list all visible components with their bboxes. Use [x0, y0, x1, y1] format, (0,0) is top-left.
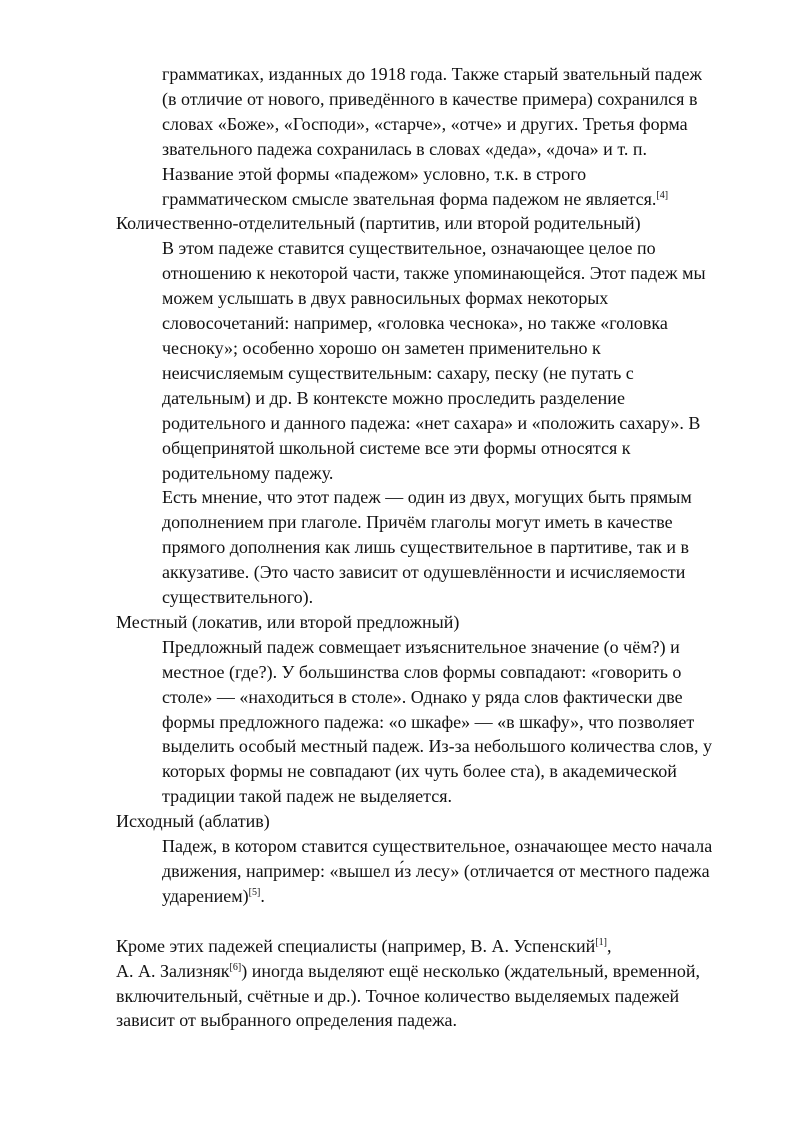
text-line: грамматиках, изданных до 1918 года. Также старый звательный падеж	[162, 64, 702, 84]
text-line: В этом падеже ставится существительное, означающее целое по	[162, 238, 656, 259]
partitive-definition	[0, 236, 800, 610]
text-line: формы предложного падежа: «о шкафе» — «в шкафу», что позволяет	[162, 711, 695, 732]
text-fragment: грамматическом смысле звательная форма падежом не является.	[162, 188, 657, 209]
text-line: дополнением при глаголе. Причём глаголы могут иметь в качестве	[162, 512, 673, 533]
case-term-ablative: Исходный (аблатив)	[116, 811, 270, 832]
text-fragment: ударением)	[162, 885, 249, 906]
vocative-definition	[0, 62, 800, 211]
text-fragment: ) иногда выделяют ещё несколько (ждательный, временной,	[241, 960, 700, 981]
text-line: прямого дополнения как лишь существительное в партитиве, так и в	[162, 537, 689, 558]
text-line: общепринятой школьной системе все эти формы относятся к	[162, 437, 631, 458]
locative-definition	[0, 635, 800, 809]
text-fragment: Кроме этих падежей специалисты (например, В. А. Успенский	[116, 935, 596, 956]
text-line: движения, например: «вышел и́з лесу» (отличается от местного падежа	[162, 861, 710, 881]
text-line: Предложный падеж совмещает изъяснительное значение (о чём?) и	[162, 636, 680, 657]
text-line: которых формы не совпадают (их чуть более ста), в академической	[162, 761, 677, 782]
case-term-partitive: Количественно-отделительный (партитив, или второй родительный)	[116, 213, 641, 234]
text-line	[0, 959, 800, 984]
text-line: отношению к некоторой части, также упоминающейся. Этот падеж мы	[162, 263, 706, 284]
reference-link[interactable]: [6]	[229, 961, 242, 973]
text-line: существительного).	[162, 587, 314, 608]
reference-link[interactable]: [1]	[595, 936, 607, 948]
closing-paragraph	[0, 934, 800, 1034]
text-line: традиции такой падеж не выделяется.	[162, 786, 452, 807]
text-line: зависит от выбранного определения падежа.	[116, 1010, 458, 1031]
text-line: чесноку»; особенно хорошо он заметен применительно к	[162, 337, 601, 358]
text-line: аккузативе. (Это часто зависит от одушевлённости и исчисляемости	[162, 562, 686, 583]
text-line: Есть мнение, что этот падеж — один из двух, могущих быть прямым	[162, 487, 692, 508]
text-line: словосочетаний: например, «головка чеснока», но также «головка	[162, 313, 668, 334]
text-line: включительный, счётные и др.). Точное количество выделяемых падежей	[116, 985, 680, 1006]
text-line: родительного и данного падежа: «нет сахара» и «положить сахару». В	[162, 412, 701, 433]
reference-link[interactable]: [5]	[248, 886, 261, 898]
text-fragment: .	[260, 885, 265, 906]
text-line: местное (где?). У большинства слов формы совпадают: «говорить о	[162, 661, 682, 682]
text-line	[0, 884, 800, 909]
text-line	[0, 934, 800, 959]
ablative-definition	[0, 834, 800, 909]
paragraph-gap	[0, 909, 800, 934]
text-line: родительному падежу.	[162, 462, 334, 483]
text-line: словах «Боже», «Господи», «старче», «отче» и других. Третья форма	[162, 113, 688, 134]
text-line: звательного падежа сохранилась в словах «деда», «доча» и т. п.	[162, 138, 647, 159]
reference-link[interactable]: [4]	[656, 189, 669, 201]
text-fragment: А. А. Зализняк	[116, 960, 230, 981]
text-line: неисчисляемым существительным: сахару, песку (не путать с	[162, 362, 634, 383]
text-fragment: ,	[606, 935, 612, 956]
text-line: выделить особый местный падеж. Из-за небольшого количества слов, у	[162, 736, 713, 757]
text-line: можем услышать в двух равносильных формах некоторых	[162, 288, 609, 309]
text-line: дательным) и др. В контексте можно проследить разделение	[162, 387, 625, 408]
text-line: Падеж, в котором ставится существительное, означающее место начала	[162, 836, 713, 857]
case-term-locative: Местный (локатив, или второй предложный)	[116, 611, 460, 632]
text-line: Название этой формы «падежом» условно, т.к. в строго	[162, 163, 587, 184]
text-line	[0, 187, 800, 212]
text-line: столе» — «находиться в столе». Однако у ряда слов фактически две	[162, 686, 683, 707]
text-line: (в отличие от нового, приведённого в качестве примера) сохранился в	[162, 88, 698, 109]
article-page	[0, 62, 800, 1033]
